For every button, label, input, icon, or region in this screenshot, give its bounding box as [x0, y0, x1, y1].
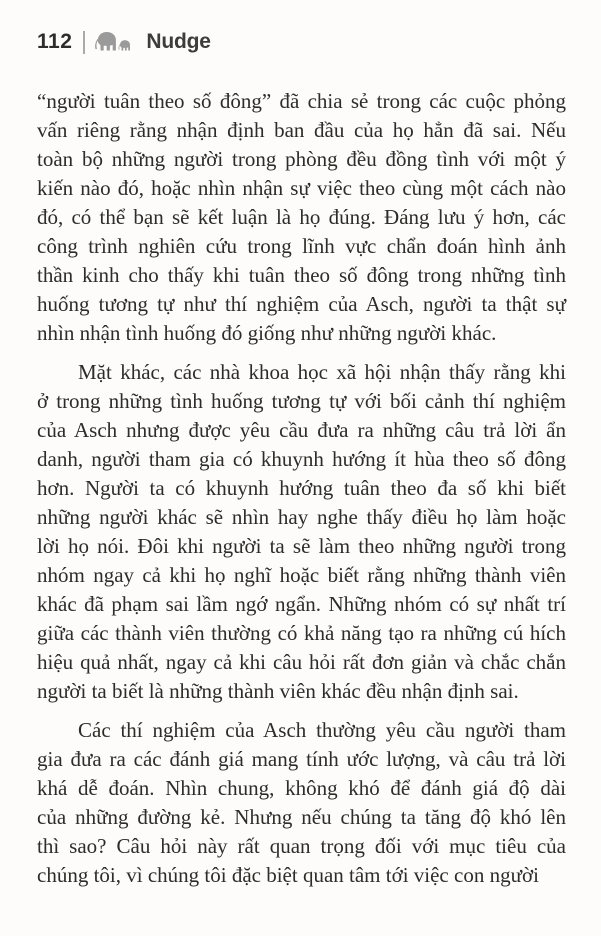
elephant-logo-icon — [95, 30, 139, 54]
text-line: nhóm ngay cả khi họ nghĩ hoặc biết rằng những thành viên — [37, 563, 566, 587]
paragraph — [37, 716, 566, 890]
text-line: kiến nào đó, hoặc nhìn nhận sự việc theo cùng một cách nào — [37, 176, 566, 200]
text-line: giữa các thành viên thường có khả năng tạo ra những cú hích — [37, 621, 566, 645]
text-line: của những đường kẻ. Nhưng nếu chúng ta tăng độ khó lên — [37, 805, 566, 829]
page-number: 112 — [37, 30, 73, 53]
text-line: hiệu quả nhất, ngay cả khi câu hỏi rất đơn giản và chắc chắn — [37, 650, 566, 674]
text-line: người ta biết là những thành viên khác đều nhận định sai. — [37, 679, 519, 703]
paragraph — [37, 358, 566, 706]
text-line: Các thí nghiệm của Asch thường yêu cầu người tham — [78, 718, 566, 742]
text-line: “người tuân theo số đông” đã chia sẻ trong các cuộc phỏng — [37, 89, 566, 113]
header-divider — [83, 31, 85, 54]
text-line: thì sao? Câu hỏi này rất quan trọng đối với mục tiêu của — [37, 834, 566, 858]
text-line: công trình nghiên cứu trong lĩnh vực chẩn đoán hình ảnh — [37, 234, 566, 258]
text-line: Mặt khác, các nhà khoa học xã hội nhận thấy rằng khi — [78, 360, 566, 384]
page-header — [37, 27, 566, 57]
text-line: khác đã phạm sai lầm ngớ ngẩn. Những nhóm có sự nhất trí — [37, 592, 566, 616]
text-line: lời họ nói. Đôi khi người ta sẽ làm theo những người trong — [37, 534, 566, 558]
paragraph — [37, 87, 566, 348]
text-line: đó, có thể bạn sẽ kết luận là họ đúng. Đáng lưu ý hơn, các — [37, 205, 566, 229]
text-line: toàn bộ những người trong phòng đều đồng tình với một ý — [37, 147, 566, 171]
text-line: vấn riêng rằng nhận định ban đầu của họ hẳn đã sai. Nếu — [37, 118, 566, 142]
text-line: hơn. Người ta có khuynh hướng tuân theo đa số khi biết — [37, 476, 566, 500]
text-line: huống tương tự như thí nghiệm của Asch, người ta thật sự — [37, 292, 566, 316]
text-line: nhìn nhận tình huống đó giống như những người khác. — [37, 321, 497, 345]
page-text — [37, 87, 566, 890]
text-line: khá dễ đoán. Nhìn chung, không khó để đánh giá độ dài — [37, 776, 566, 800]
book-title: Nudge — [146, 30, 211, 53]
text-line: của Asch nhưng được yêu cầu đưa ra những câu trả lời ẩn — [37, 418, 566, 442]
text-line: thần kinh cho thấy khi tuân theo số đông trong những tình — [37, 263, 566, 287]
text-line: ở trong những tình huống tương tự với bối cảnh thí nghiệm — [37, 389, 566, 413]
text-line: những người khác sẽ nhìn hay nghe thấy điều họ làm hoặc — [37, 505, 566, 529]
text-line: chúng tôi, vì chúng tôi đặc biệt quan tâm tới việc con người — [37, 863, 539, 887]
text-line: gia đưa ra các đánh giá mang tính ước lượng, và câu trả lời — [37, 747, 566, 771]
text-line: danh, người tham gia có khuynh hướng ít hùa theo số đông — [37, 447, 566, 471]
